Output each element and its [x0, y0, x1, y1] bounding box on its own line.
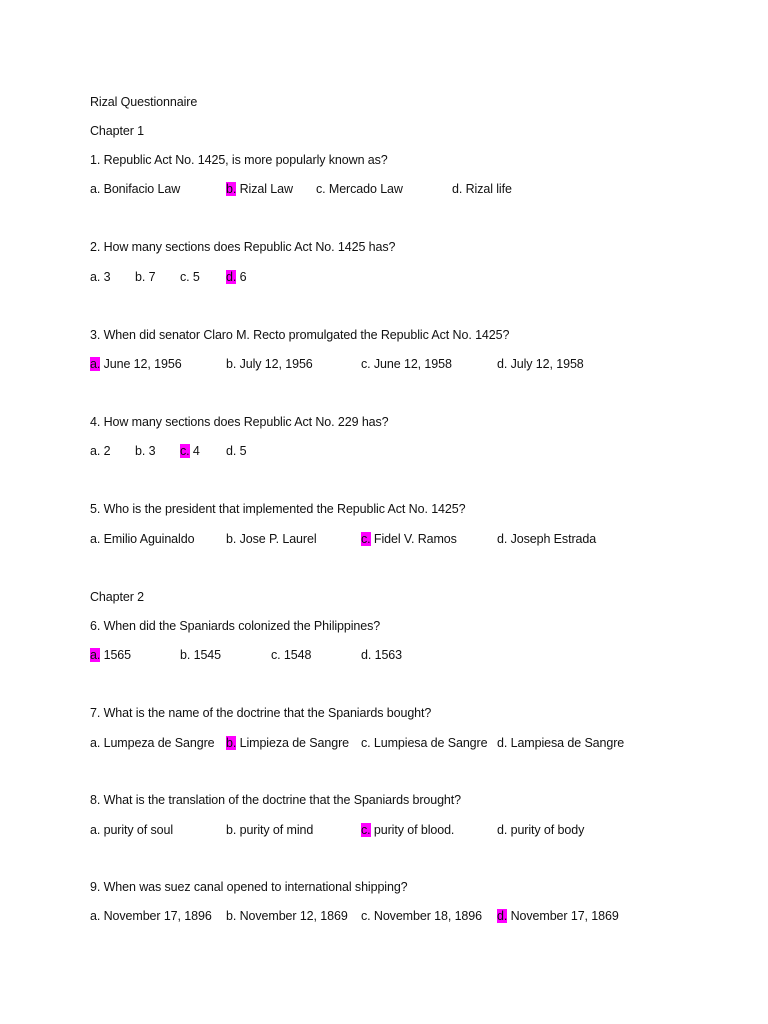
- question-5: 5. Who is the president that implemented the Republic Act No. 1425?: [90, 502, 466, 516]
- question-9: 9. When was suez canal opened to international shipping?: [90, 880, 408, 894]
- choice-a: a. purity of soul: [90, 823, 174, 837]
- choice-c: c. Lumpiesa de Sangre: [361, 736, 488, 750]
- choice-b: [226, 733, 349, 753]
- choice-b: b. July 12, 1956: [226, 357, 313, 371]
- choice-d: [226, 267, 246, 287]
- choice-a: a. 2: [90, 444, 111, 458]
- choice-a: a. November 17, 1896: [90, 909, 212, 923]
- answer-highlight: a.: [90, 648, 101, 662]
- questionnaire-document: [90, 0, 750, 1024]
- answer-highlight: b.: [226, 736, 237, 750]
- choice-b: b. 3: [135, 444, 156, 458]
- choice-a: a. Bonifacio Law: [90, 182, 181, 196]
- choice-c: [361, 529, 457, 549]
- choice-d: d. Joseph Estrada: [497, 532, 597, 546]
- choice-b: b. 7: [135, 270, 156, 284]
- choice-b: b. 1545: [180, 648, 222, 662]
- choice-c: c. November 18, 1896: [361, 909, 482, 923]
- question-2: 2. How many sections does Republic Act No. 1425 has?: [90, 240, 396, 254]
- choice-a: a. Lumpeza de Sangre: [90, 736, 215, 750]
- question-6: 6. When did the Spaniards colonized the Philippines?: [90, 619, 381, 633]
- chapter-heading-2: Chapter 2: [90, 590, 144, 604]
- question-8: 8. What is the translation of the doctrine that the Spaniards brought?: [90, 793, 462, 807]
- question-4: 4. How many sections does Republic Act No. 229 has?: [90, 415, 389, 429]
- answer-highlight: c.: [361, 532, 371, 546]
- choice-b: [226, 179, 293, 199]
- choice-c: c. June 12, 1958: [361, 357, 452, 371]
- question-3: 3. When did senator Claro M. Recto promulgated the Republic Act No. 1425?: [90, 328, 510, 342]
- choice-d: d. July 12, 1958: [497, 357, 584, 371]
- answer-highlight: c.: [180, 444, 190, 458]
- choice-c: c. 5: [180, 270, 200, 284]
- choice-b: b. Jose P. Laurel: [226, 532, 317, 546]
- answer-highlight: a.: [90, 357, 101, 371]
- choice-c: [361, 820, 454, 840]
- choice-d: d. purity of body: [497, 823, 585, 837]
- choice-text: June 12, 1956: [100, 357, 182, 371]
- document-title: Rizal Questionnaire: [90, 95, 198, 109]
- choice-d: [497, 906, 619, 926]
- choice-b: b. November 12, 1869: [226, 909, 348, 923]
- answer-highlight: d.: [497, 909, 508, 923]
- choice-text: November 17, 1869: [507, 909, 619, 923]
- choice-text: 1565: [100, 648, 132, 662]
- choice-c: c. 1548: [271, 648, 312, 662]
- choice-d: d. Lampiesa de Sangre: [497, 736, 625, 750]
- choice-b: b. purity of mind: [226, 823, 314, 837]
- choice-d: d. 5: [226, 444, 247, 458]
- chapter-heading-1: Chapter 1: [90, 124, 144, 138]
- choice-a: a. Emilio Aguinaldo: [90, 532, 195, 546]
- choice-text: Limpieza de Sangre: [236, 736, 349, 750]
- choice-c: c. Mercado Law: [316, 182, 403, 196]
- answer-highlight: b.: [226, 182, 237, 196]
- choice-c: [180, 441, 200, 461]
- choice-text: 4: [189, 444, 200, 458]
- choice-a: [90, 354, 182, 374]
- choice-d: d. 1563: [361, 648, 403, 662]
- question-7: 7. What is the name of the doctrine that the Spaniards bought?: [90, 706, 432, 720]
- answer-highlight: c.: [361, 823, 371, 837]
- choice-a: a. 3: [90, 270, 111, 284]
- choice-text: Fidel V. Ramos: [370, 532, 457, 546]
- choice-text: Rizal Law: [236, 182, 293, 196]
- choice-text: 6: [236, 270, 247, 284]
- choice-d: d. Rizal life: [452, 182, 512, 196]
- choice-text: purity of blood.: [370, 823, 455, 837]
- answer-highlight: d.: [226, 270, 237, 284]
- question-1: 1. Republic Act No. 1425, is more popularly known as?: [90, 153, 388, 167]
- choice-a: [90, 645, 131, 665]
